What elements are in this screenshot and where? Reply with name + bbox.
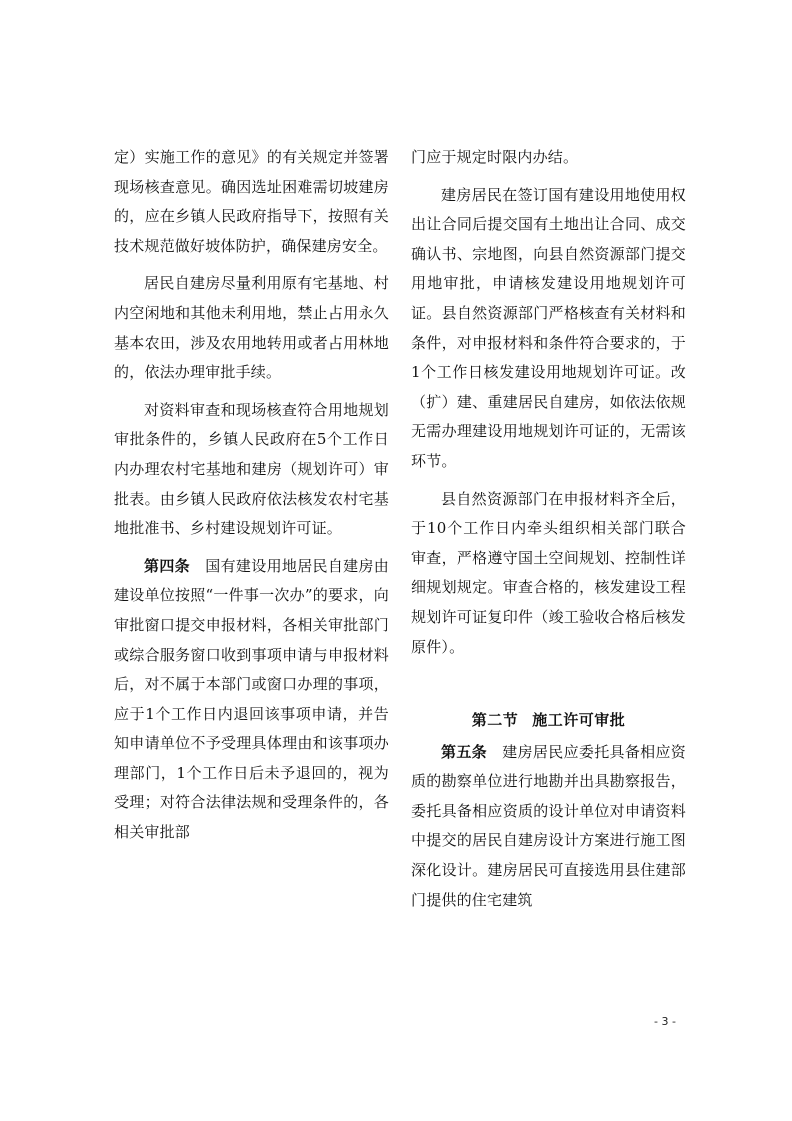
article-label: 第五条 — [441, 742, 487, 761]
section-number: 第二节 — [471, 711, 519, 730]
article-text: 建房居民应委托具备相应资质的勘察单位进行地勘并出具勘察报告，委托具备相应资质的设计单位对申请资料中提交的居民自建房设计方案进行施工图深化设计。建房居民可直接选用县住建部门提供的住宅建筑 — [411, 742, 686, 909]
paragraph: 县自然资源部门在申报材料齐全后，于10个工作日内牵头组织相关部门联合审查，严格遵守国土空间规划、控制性详细规划规定。审查合格的，核发建设工程规划许可证复印件（竣工验收合格后核发原件）。 — [411, 489, 686, 656]
paragraph: 居民自建房尽量利用原有宅基地、村内空闲地和其他未利用地，禁止占用永久基本农田，涉及农用地转用或者占用林地的，依法办理审批手续。 — [114, 274, 389, 382]
page-number: - 3 - — [654, 1015, 676, 1028]
paragraph: 定）实施工作的意见》的有关规定并签署现场核查意见。确因选址困难需切坡建房的，应在乡镇人民政府指导下，按照有关技术规范做好坡体防护，确保建房安全。 — [114, 148, 389, 255]
article-label: 第四条 — [144, 556, 190, 575]
left-column — [114, 143, 389, 848]
paragraph: 门应于规定时限内办结。 — [411, 148, 579, 166]
article-text: 国有建设用地居民自建房由建设单位按照“一件事一次办”的要求，向审批窗口提交申报材料，各相关审批部门或综合服务窗口收到事项申请与申报材料后，对不属于本部门或窗口办理的事项，应于1个工作日内退回该事项申请，并告知申请单位不予受理具体理由和该事项办理部门，1个工作日后未予退回的，视为受理；对符合法律法规和受理条件的，各相关审批部 — [114, 556, 389, 842]
right-column — [411, 143, 686, 915]
paragraph: 对资料审查和现场核查符合用地规划审批条件的，乡镇人民政府在5个工作日内办理农村宅基地和建房（规划许可）审批表。由乡镇人民政府依法核发农村宅基地批准书、乡村建设规划许可证。 — [114, 400, 389, 538]
article-four-paragraph — [114, 552, 389, 848]
article-five-paragraph — [411, 738, 686, 916]
section-heading — [411, 706, 686, 736]
section-title: 施工许可审批 — [532, 711, 626, 730]
paragraph: 建房居民在签订国有建设用地使用权出让合同后提交国有土地出让合同、成交确认书、宗地图，向县自然资源部门提交用地审批，申请核发建设用地规划许可证。县自然资源部门严格核查有关材料和条件，对申报材料和条件符合要求的，于1个工作日核发建设用地规划许可证。改（扩）建、重建居民自建房，如依法依规无需办理建设用地规划许可证的，无需该环节。 — [411, 185, 686, 470]
